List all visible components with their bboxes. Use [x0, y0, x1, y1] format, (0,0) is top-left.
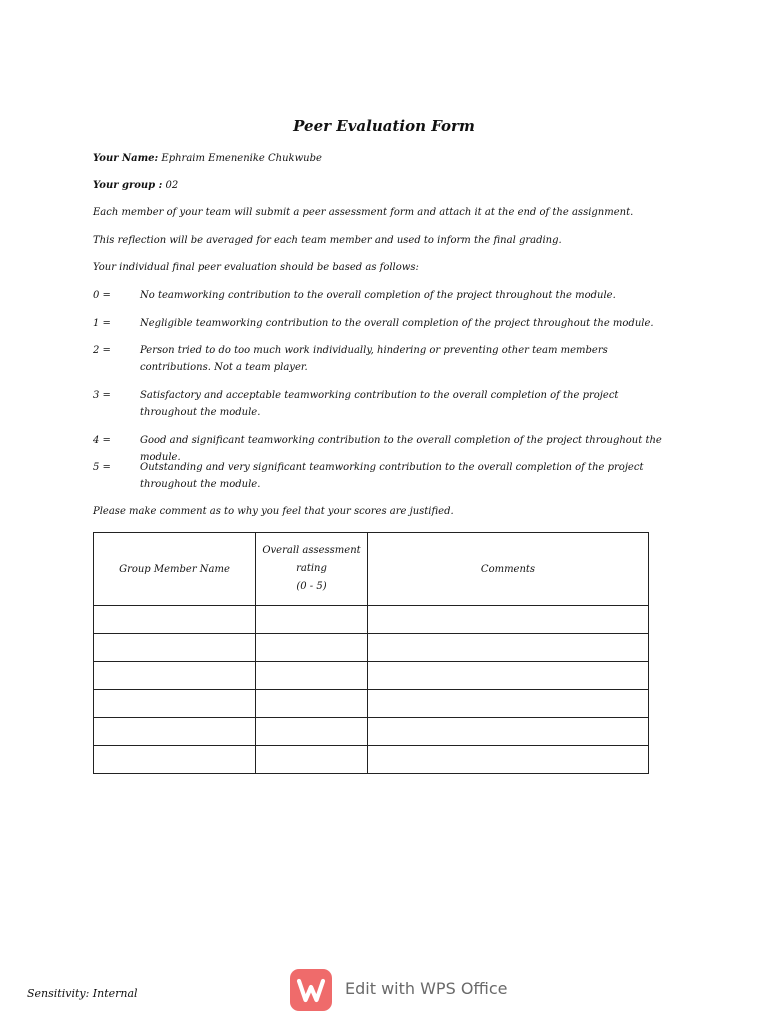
table-row — [94, 718, 649, 746]
score-description: Person tried to do too much work individually, hindering or preventing other team members contributions. Not a team player. — [140, 345, 608, 373]
member-name-cell[interactable] — [94, 634, 256, 662]
header-rating-line1: Overall assessment — [262, 545, 361, 556]
score-number: 4 = — [93, 435, 111, 446]
score-number: 5 = — [93, 462, 111, 473]
member-name-cell[interactable] — [94, 662, 256, 690]
page-title: Peer Evaluation Form — [293, 117, 475, 135]
score-description: Satisfactory and acceptable teamworking contribution to the overall completion of the project throughout the module. — [140, 390, 619, 418]
member-name-cell[interactable] — [94, 718, 256, 746]
comments-cell[interactable] — [368, 746, 649, 774]
member-name-cell[interactable] — [94, 690, 256, 718]
rating-cell[interactable] — [256, 634, 368, 662]
score-description: No teamworking contribution to the overall completion of the project throughout the module. — [140, 290, 616, 301]
table-row — [94, 746, 649, 774]
comment-prompt: Please make comment as to why you feel that your scores are justified. — [93, 506, 454, 517]
comments-cell[interactable] — [368, 662, 649, 690]
header-member-name: Group Member Name — [94, 533, 256, 606]
sensitivity-label: Sensitivity: Internal — [27, 987, 138, 1000]
table-row — [94, 690, 649, 718]
rating-cell[interactable] — [256, 746, 368, 774]
member-name-cell[interactable] — [94, 606, 256, 634]
instruction-submit: Each member of your team will submit a peer assessment form and attach it at the end of the assignment. — [93, 207, 634, 218]
table-row — [94, 606, 649, 634]
comments-cell[interactable] — [368, 606, 649, 634]
instruction-basis: Your individual final peer evaluation should be based as follows: — [93, 262, 419, 273]
wps-logo-glyph — [290, 969, 332, 1011]
rating-cell[interactable] — [256, 690, 368, 718]
member-name-cell[interactable] — [94, 746, 256, 774]
table-header-row — [94, 533, 649, 606]
name-label: Your Name: — [93, 153, 159, 164]
group-label: Your group : — [93, 180, 163, 191]
rating-cell[interactable] — [256, 606, 368, 634]
score-number: 1 = — [93, 318, 111, 329]
edit-with-wps-link[interactable]: Edit with WPS Office — [345, 979, 508, 998]
your-name-line — [93, 153, 322, 164]
group-value: 02 — [165, 180, 179, 191]
score-description: Negligible teamworking contribution to the overall completion of the project throughout the module. — [140, 318, 654, 329]
header-comments: Comments — [368, 533, 649, 606]
instruction-averaged: This reflection will be averaged for each team member and used to inform the final grading. — [93, 235, 562, 246]
rating-cell[interactable] — [256, 662, 368, 690]
header-rating — [256, 533, 368, 606]
table-row — [94, 662, 649, 690]
name-value: Ephraim Emenenike Chukwube — [161, 153, 322, 164]
score-number: 2 = — [93, 345, 111, 356]
wps-office-logo-icon[interactable] — [290, 969, 332, 1011]
score-description: Outstanding and very significant teamworking contribution to the overall completion of the project throughout the module. — [140, 462, 644, 490]
your-group-line — [93, 180, 178, 191]
score-number: 3 = — [93, 390, 111, 401]
header-rating-range: (0 - 5) — [296, 581, 327, 592]
header-rating-line2: rating — [296, 563, 327, 574]
evaluation-table — [93, 532, 649, 774]
comments-cell[interactable] — [368, 690, 649, 718]
comments-cell[interactable] — [368, 718, 649, 746]
table-row — [94, 634, 649, 662]
comments-cell[interactable] — [368, 634, 649, 662]
score-description: Good and significant teamworking contribution to the overall completion of the project throughout the module. — [140, 435, 662, 463]
rating-cell[interactable] — [256, 718, 368, 746]
score-number: 0 = — [93, 290, 111, 301]
